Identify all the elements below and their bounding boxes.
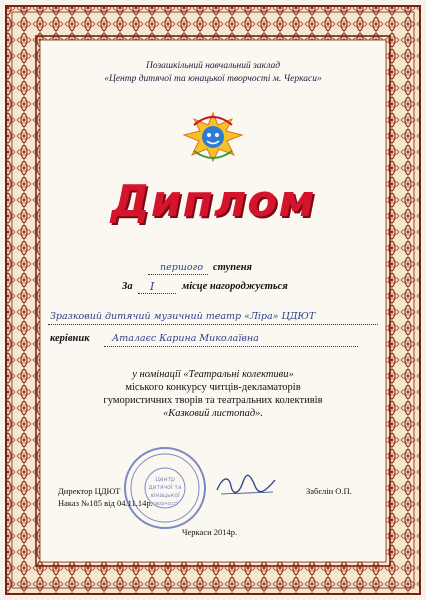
svg-text:творчості: творчості	[152, 501, 178, 507]
nomination-line-4: «Казковий листопад».	[162, 408, 264, 419]
contest-logo	[182, 111, 244, 163]
institution-name: «Центр дитячої та юнацької творчості м. Черкаси»	[104, 74, 322, 84]
awardee-handwritten: Зразковий дитячий музичний театр «Ліра» ЦДЮТ	[50, 311, 316, 322]
nomination-line-2: міського конкурсу читців-декламаторів	[125, 382, 301, 393]
place-prefix: За	[122, 281, 133, 292]
director-signature	[215, 472, 277, 498]
leader-label: керівник	[50, 333, 90, 344]
nomination-line-1: у номінації «Театральні колективи»	[132, 369, 294, 380]
svg-text:Центр: Центр	[155, 476, 175, 483]
leader-underline	[104, 346, 358, 347]
degree-handwritten: першого	[160, 262, 204, 273]
director-label: Директор ЦДЮТ	[58, 486, 121, 496]
diploma-title: Диплом	[110, 176, 316, 227]
director-name: Забєлін О.П.	[306, 486, 352, 496]
degree-label: ступеня	[213, 262, 252, 273]
place-handwritten: І	[150, 280, 155, 293]
city-date: Черкаси 2014р.	[182, 527, 238, 537]
place-suffix: місце нагороджується	[182, 281, 288, 292]
order-number: Наказ №185 від 04.11.14р.	[58, 498, 153, 508]
nomination-line-3: гумористичних творів та театральних колективів	[103, 395, 323, 406]
leader-handwritten: Аталаєс Карина Миколаївна	[112, 333, 259, 344]
degree-underline	[148, 274, 208, 275]
official-stamp	[122, 445, 208, 531]
awardee-underline	[48, 324, 378, 325]
svg-text:дитячої та: дитячої та	[148, 484, 182, 491]
place-underline	[138, 293, 176, 294]
svg-text:юнацької: юнацької	[150, 492, 180, 499]
institution-type: Позашкільний навчальний заклад	[145, 61, 281, 71]
